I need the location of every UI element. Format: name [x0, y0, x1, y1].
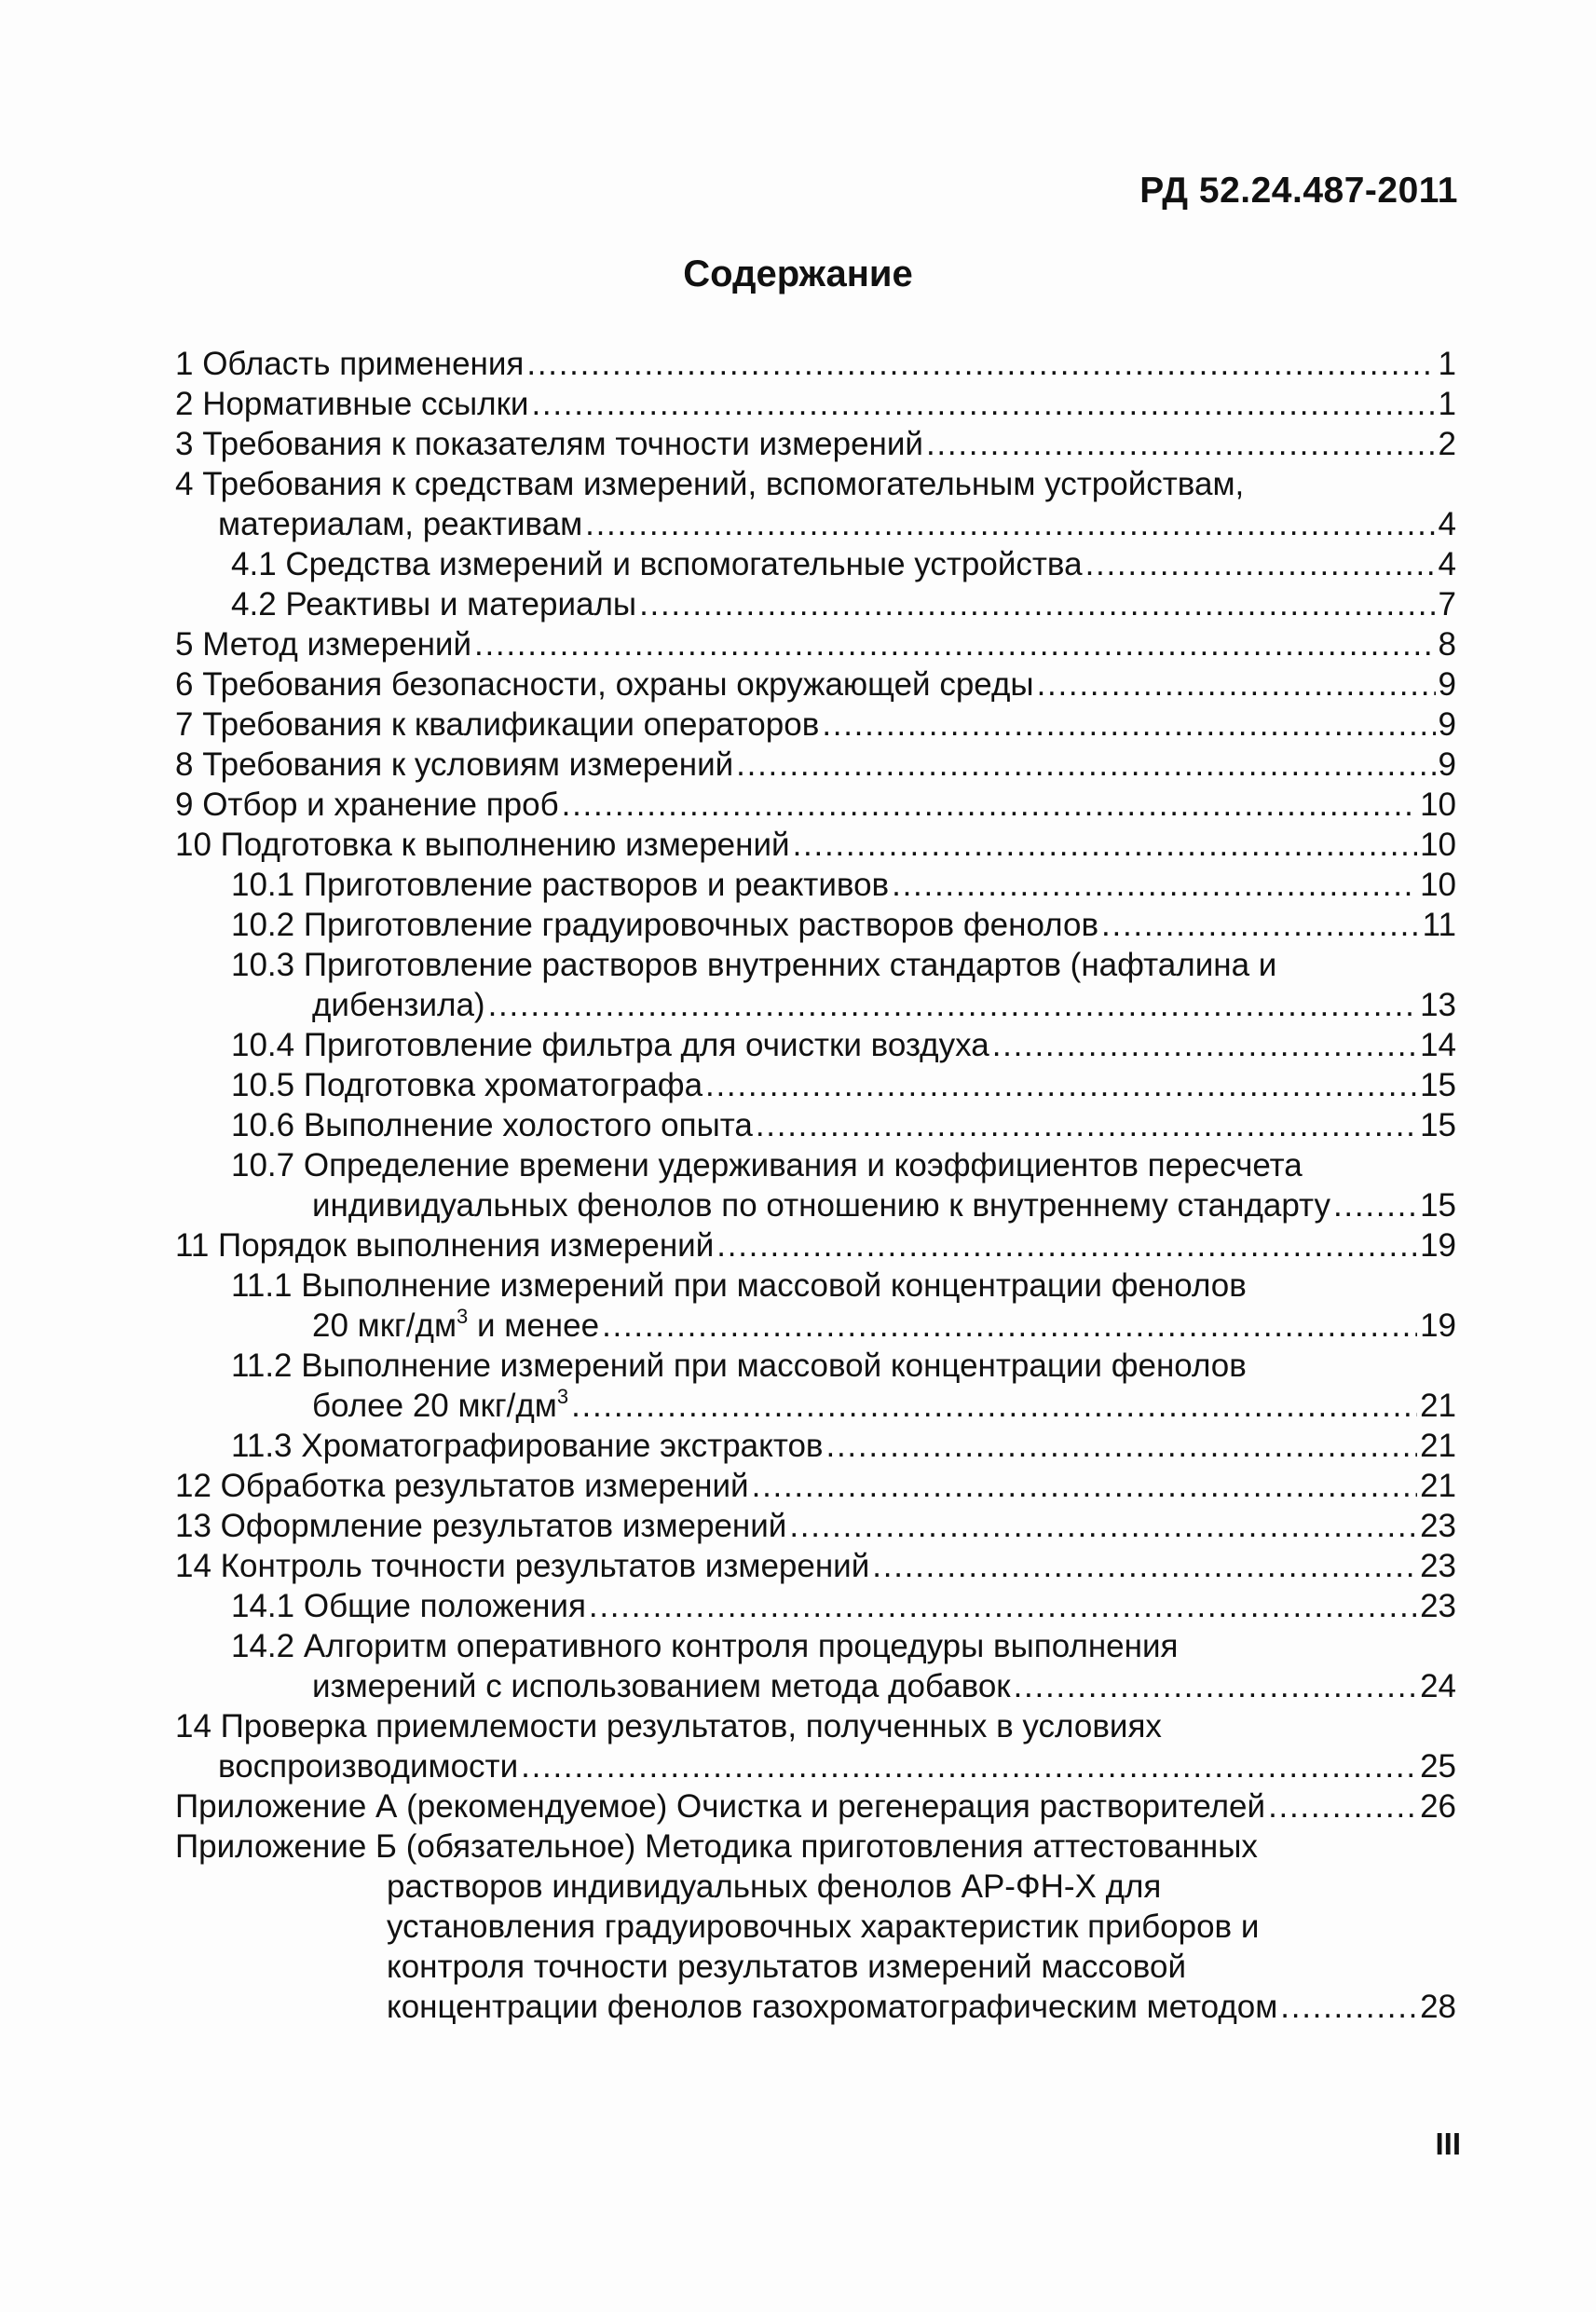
toc-entry[interactable]: [175, 1746, 1456, 1786]
leader-dots: [474, 624, 1436, 664]
toc-page-number: 14: [1420, 1027, 1456, 1063]
toc-subentry[interactable]: [175, 1426, 1456, 1466]
toc-page-number: 8: [1438, 626, 1456, 663]
toc-entry-title: [312, 1386, 568, 1426]
toc-page-number: 1: [1438, 346, 1456, 382]
toc-entry-title: 10.4 Приготовление фильтра для очистки воздуха: [231, 1027, 989, 1063]
toc-entry-title: 14.1 Общие положения: [231, 1588, 586, 1624]
table-of-contents: [175, 344, 1456, 2027]
toc-entry-title[interactable]: 11.1 Выполнение измерений при массовой концентрации фенолов: [231, 1267, 1247, 1304]
toc-entry-title: измерений с использованием метода добавок: [312, 1668, 1011, 1704]
unit-text: 20 мкг/дм: [312, 1307, 457, 1344]
toc-page-number: 19: [1420, 1227, 1456, 1264]
superscript: 3: [556, 1385, 569, 1408]
toc-entry-title[interactable]: 10.7 Определение времени удерживания и коэффициентов пересчета: [231, 1147, 1303, 1183]
toc-entry-title: 10.6 Выполнение холостого опыта: [231, 1107, 753, 1143]
document-code: РД 52.24.487-2011: [1139, 171, 1458, 211]
leader-dots: [1101, 905, 1420, 945]
toc-entry[interactable]: [175, 664, 1456, 705]
toc-entry-title: 4.2 Реактивы и материалы: [231, 586, 637, 622]
toc-entry[interactable]: [175, 624, 1456, 664]
leader-dots: [1014, 1666, 1417, 1706]
leader-dots: [562, 785, 1417, 825]
toc-entry-title: 2 Нормативные ссылки: [175, 386, 529, 422]
leader-dots: [826, 1426, 1418, 1466]
toc-subentry[interactable]: [175, 1586, 1456, 1626]
toc-page-number: 15: [1420, 1107, 1456, 1143]
toc-entry[interactable]: [175, 384, 1456, 424]
leader-dots: [926, 424, 1436, 464]
toc-page-number: 9: [1438, 746, 1456, 783]
toc-entry-title: материалам, реактивам: [218, 506, 583, 542]
toc-entry-title: 9 Отбор и хранение проб: [175, 787, 559, 823]
toc-subentry[interactable]: [175, 1025, 1456, 1065]
toc-entry-title: установления градуировочных характеристик приборов и: [387, 1908, 1260, 1945]
toc-subentry[interactable]: [175, 985, 1456, 1025]
toc-page-number: 21: [1420, 1468, 1456, 1504]
toc-entry-title: 10.5 Подготовка хроматографа: [231, 1067, 703, 1103]
toc-page-number: 9: [1438, 706, 1456, 743]
toc-entry-title: Приложение А (рекомендуемое) Очистка и регенерация растворителей: [175, 1788, 1266, 1825]
toc-entry[interactable]: [175, 344, 1456, 384]
toc-entry-title: 4.1 Средства измерений и вспомогательные устройства: [231, 546, 1083, 582]
toc-subentry[interactable]: [175, 1185, 1456, 1225]
toc-subentry[interactable]: [175, 1306, 1456, 1346]
toc-subentry[interactable]: [175, 1105, 1456, 1145]
toc-entry-title: 11 Порядок выполнения измерений: [175, 1227, 715, 1264]
superscript: 3: [457, 1305, 469, 1328]
toc-entry[interactable]: [175, 424, 1456, 464]
toc-subentry[interactable]: [175, 1065, 1456, 1105]
leader-dots: [789, 1506, 1417, 1546]
toc-entry-title: растворов индивидуальных фенолов АР-ФН-Х для: [387, 1868, 1162, 1905]
toc-page-number: 1: [1438, 386, 1456, 422]
toc-entry-title: 10 Подготовка к выполнению измерений: [175, 827, 790, 863]
toc-entry-title: 14 Контроль точности результатов измерений: [175, 1548, 870, 1584]
toc-entry-title[interactable]: 14 Проверка приемлемости результатов, полученных в условиях: [175, 1708, 1162, 1744]
toc-entry-title: концентрации фенолов газохроматографическим методом: [387, 1989, 1278, 2025]
toc-entry-title[interactable]: Приложение Б (обязательное) Методика приготовления аттестованных: [175, 1828, 1258, 1865]
toc-appendix[interactable]: [175, 1786, 1456, 1826]
toc-entry-title: 7 Требования к квалификации операторов: [175, 706, 820, 743]
toc-entry[interactable]: [175, 1546, 1456, 1586]
leader-dots: [1085, 544, 1436, 584]
toc-entry-title: 6 Требования безопасности, охраны окружающей среды: [175, 666, 1034, 703]
toc-page-number: 23: [1420, 1548, 1456, 1584]
leader-dots: [1333, 1185, 1417, 1225]
toc-page-number: 19: [1420, 1307, 1456, 1344]
toc-page-number: 4: [1438, 546, 1456, 582]
leader-dots: [872, 1546, 1417, 1586]
leader-dots: [571, 1386, 1417, 1426]
toc-page-number: 25: [1420, 1748, 1456, 1785]
toc-entry[interactable]: [175, 785, 1456, 825]
toc-entry-title[interactable]: 14.2 Алгоритм оперативного контроля процедуры выполнения: [231, 1628, 1179, 1664]
toc-subentry[interactable]: [175, 584, 1456, 624]
toc-page-number: 15: [1420, 1187, 1456, 1224]
leader-dots: [526, 344, 1435, 384]
toc-subentry[interactable]: [175, 905, 1456, 945]
leader-dots: [705, 1065, 1417, 1105]
toc-subentry[interactable]: [175, 544, 1456, 584]
toc-entry-title[interactable]: 10.3 Приготовление растворов внутренних стандартов (нафталина и: [231, 947, 1277, 983]
unit-suffix: и менее: [468, 1307, 600, 1344]
toc-entry-title: дибензила): [312, 987, 485, 1023]
page-title: Содержание: [683, 253, 913, 294]
toc-page-number: 28: [1420, 1989, 1456, 2025]
toc-entry-title: индивидуальных фенолов по отношению к внутреннему стандарту: [312, 1187, 1330, 1224]
leader-dots: [736, 745, 1435, 785]
leader-dots: [793, 825, 1417, 865]
leader-dots: [822, 705, 1435, 745]
toc-entry-title: 10.2 Приготовление градуировочных растворов фенолов: [231, 907, 1099, 943]
leader-dots: [585, 504, 1435, 544]
leader-dots: [1037, 664, 1436, 705]
toc-page-number: 2: [1438, 426, 1456, 462]
toc-page-number: 21: [1420, 1388, 1456, 1424]
toc-subentry[interactable]: [175, 1386, 1456, 1426]
toc-entry-title: 8 Требования к условиям измерений: [175, 746, 734, 783]
page-number: III: [1435, 2127, 1461, 2161]
toc-entry-title[interactable]: 11.2 Выполнение измерений при массовой концентрации фенолов: [231, 1348, 1247, 1384]
leader-dots: [589, 1586, 1417, 1626]
leader-dots: [488, 985, 1418, 1025]
leader-dots: [1280, 1987, 1417, 2027]
leader-dots: [992, 1025, 1417, 1065]
toc-entry[interactable]: [175, 1225, 1456, 1265]
toc-entry[interactable]: [175, 745, 1456, 785]
toc-page-number: 21: [1420, 1428, 1456, 1464]
toc-page-number: 11: [1422, 907, 1456, 943]
toc-page-number: 26: [1420, 1788, 1456, 1825]
leader-dots: [752, 1466, 1417, 1506]
leader-dots: [716, 1225, 1417, 1265]
toc-entry[interactable]: [175, 504, 1456, 544]
toc-page-number: 24: [1420, 1668, 1456, 1704]
leader-dots: [1268, 1786, 1417, 1826]
toc-page-number: 10: [1420, 787, 1456, 823]
toc-page-number: 10: [1420, 827, 1456, 863]
toc-entry-title: воспроизводимости: [218, 1748, 519, 1785]
toc-entry[interactable]: [175, 1466, 1456, 1506]
toc-page-number: 13: [1420, 987, 1456, 1023]
toc-entry-title: 5 Метод измерений: [175, 626, 472, 663]
toc-page-number: 23: [1420, 1588, 1456, 1624]
toc-entry-title: 1 Область применения: [175, 346, 525, 382]
toc-entry[interactable]: [175, 1506, 1456, 1546]
toc-page-number: 10: [1420, 867, 1456, 903]
toc-entry[interactable]: [175, 705, 1456, 745]
toc-entry-title: 3 Требования к показателям точности измерений: [175, 426, 923, 462]
leader-dots: [602, 1306, 1417, 1346]
toc-entry-title: 13 Оформление результатов измерений: [175, 1508, 787, 1544]
toc-entry-title: [312, 1306, 599, 1346]
toc-appendix[interactable]: [175, 1987, 1456, 2027]
toc-entry[interactable]: [175, 825, 1456, 865]
leader-dots: [521, 1746, 1417, 1786]
unit-text: более 20 мкг/дм: [312, 1388, 557, 1424]
toc-subentry[interactable]: [175, 865, 1456, 905]
leader-dots: [756, 1105, 1417, 1145]
toc-entry-title: 12 Обработка результатов измерений: [175, 1468, 749, 1504]
toc-page-number: 4: [1438, 506, 1456, 542]
toc-page-number: 23: [1420, 1508, 1456, 1544]
toc-subentry[interactable]: [175, 1666, 1456, 1706]
toc-entry-title[interactable]: 4 Требования к средствам измерений, вспомогательным устройствам,: [175, 466, 1245, 502]
toc-page-number: 9: [1438, 666, 1456, 703]
toc-page-number: 7: [1438, 586, 1456, 622]
toc-entry-title: 10.1 Приготовление растворов и реактивов: [231, 867, 890, 903]
leader-dots: [639, 584, 1435, 624]
toc-entry-title: контроля точности результатов измерений массовой: [387, 1949, 1186, 1985]
toc-entry-title: 11.3 Хроматографирование экстрактов: [231, 1428, 824, 1464]
leader-dots: [531, 384, 1435, 424]
toc-page-number: 15: [1420, 1067, 1456, 1103]
leader-dots: [892, 865, 1417, 905]
